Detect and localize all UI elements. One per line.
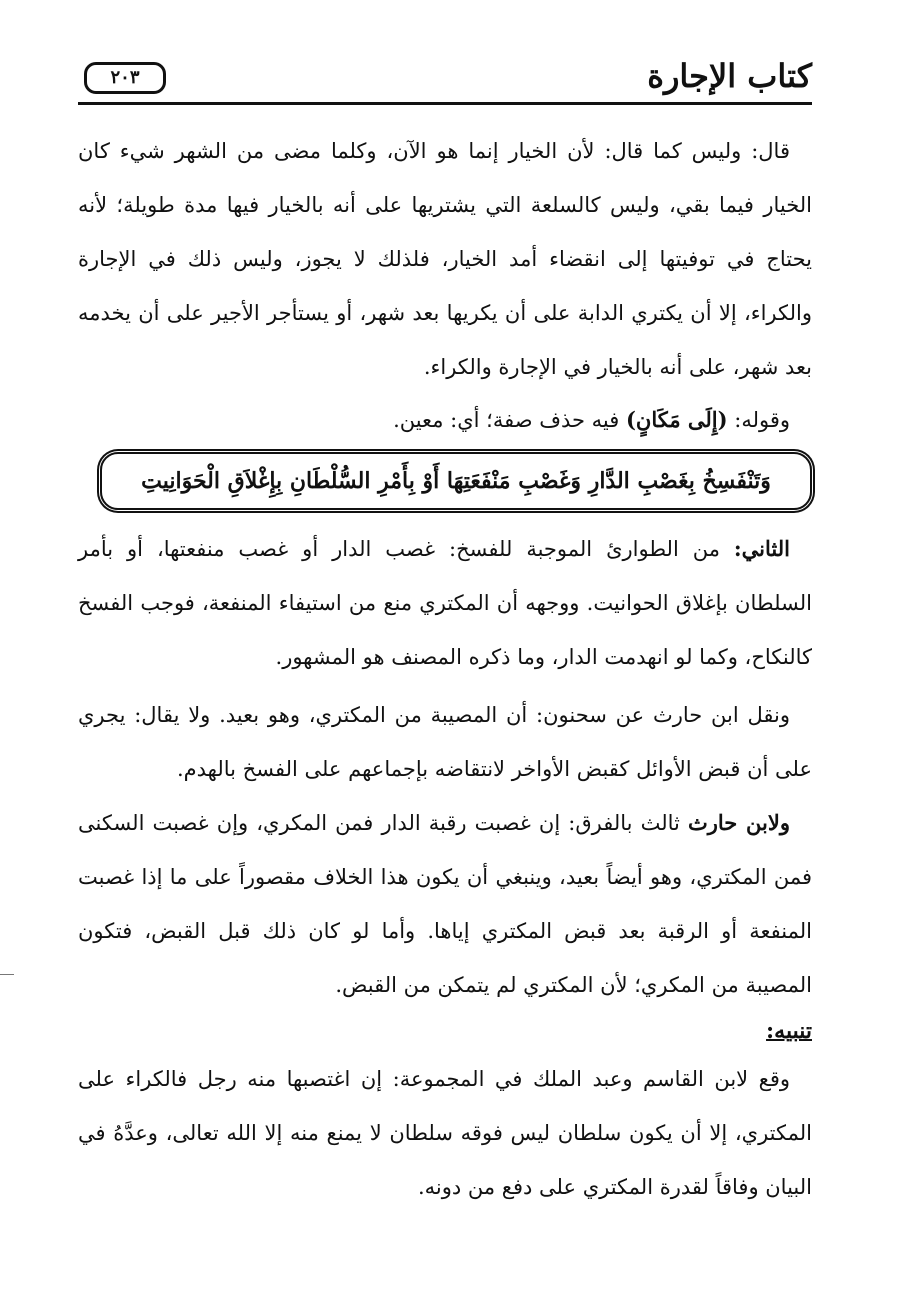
paragraph-3-text: من الطوارئ الموجبة للفسخ: غصب الدار أو غصب منفعتها، أو بأمر السلطان بإغلاق الحوانيت. ووجهه أن المكتري منع من استيفاء المنفعة، فوجب الفسخ كالنكاح، وكما لو انهدمت الدار، وما ذكره المصنف هو المشهور. <box>78 537 812 669</box>
page-header <box>78 52 812 104</box>
paragraph-2-rest: فيه حذف صفة؛ أي: معين. <box>393 408 626 432</box>
commentary-block-5 <box>78 1052 812 1214</box>
paragraph-6: وقع لابن القاسم وعبد الملك في المجموعة: إن اغتصبها منه رجل فالكراء على المكتري، إلا أن يكون سلطان ليس فوقه سلطان لا يمنع منه إلا الله تعالى، وعدَّهُ في البيان وفاقاً لقدرة المكتري على دفع من دونه. <box>78 1067 812 1199</box>
paragraph-5-lead: ولابن حارث <box>688 810 790 835</box>
commentary-block-4 <box>78 796 812 1012</box>
paragraph-2-lead: وقوله: <box>727 408 790 432</box>
quoted-phrase: (إِلَى مَكَانٍ) <box>625 407 728 432</box>
paragraph-2 <box>78 396 812 444</box>
paragraph-3 <box>78 522 812 684</box>
paragraph-3-lead: الثاني: <box>733 536 790 561</box>
header-rule <box>78 102 812 105</box>
running-title: كتاب الإجارة <box>647 57 812 95</box>
tanbih-heading: تنبيه: <box>766 1018 812 1044</box>
matn-text-box: وَتَنْفَسِخُ بِغَصْبِ الدَّارِ وَغَصْبِ مَنْفَعَتِهَا أَوْ بِأَمْرِ السُّلْطَانِ بِإِغْلاَقِ الْحَوَانِيتِ <box>100 452 812 510</box>
margin-mark <box>0 974 14 975</box>
commentary-block-2 <box>78 522 812 684</box>
paragraph-5-text: ثالث بالفرق: إن غصبت رقبة الدار فمن المكري، وإن غصبت السكنى فمن المكتري، وهو أيضاً بعيد، وينبغي أن يكون هذا الخلاف مقصوراً على ما إذا غصبت المنفعة أو الرقبة بعد قبض المكتري إياها. وأما لو كان ذلك قبل القبض، فتكون المصيبة من المكري؛ لأن المكتري لم يتمكن من القبض. <box>78 811 812 997</box>
commentary-block-3 <box>78 688 812 796</box>
paragraph-1: قال: وليس كما قال: لأن الخيار إنما هو الآن، وكلما مضى من الشهر شيء كان الخيار فيما بقي، وليس كالسلعة التي يشتريها على أنه بالخيار فيها مدة طويلة؛ لأنه يحتاج في توفيتها إلى انقضاء أمد الخيار، فلذلك لا يجوز، وليس ذلك في الإجارة والكراء، إلا أن يكتري الدابة على أن يكريها بعد شهر، أو يستأجر الأجير على أن يخدمه بعد شهر، على أنه بالخيار في الإجارة والكراء. <box>78 139 812 379</box>
commentary-block-1 <box>78 124 812 444</box>
paragraph-5 <box>78 796 812 1012</box>
page-number: ٢٠٣ <box>84 62 166 94</box>
paragraph-4: ونقل ابن حارث عن سحنون: أن المصيبة من المكتري، وهو بعيد. ولا يقال: يجري على أن قبض الأوائل كقبض الأواخر لانتقاضه بإجماعهم على الفسخ بالهدم. <box>78 703 812 781</box>
